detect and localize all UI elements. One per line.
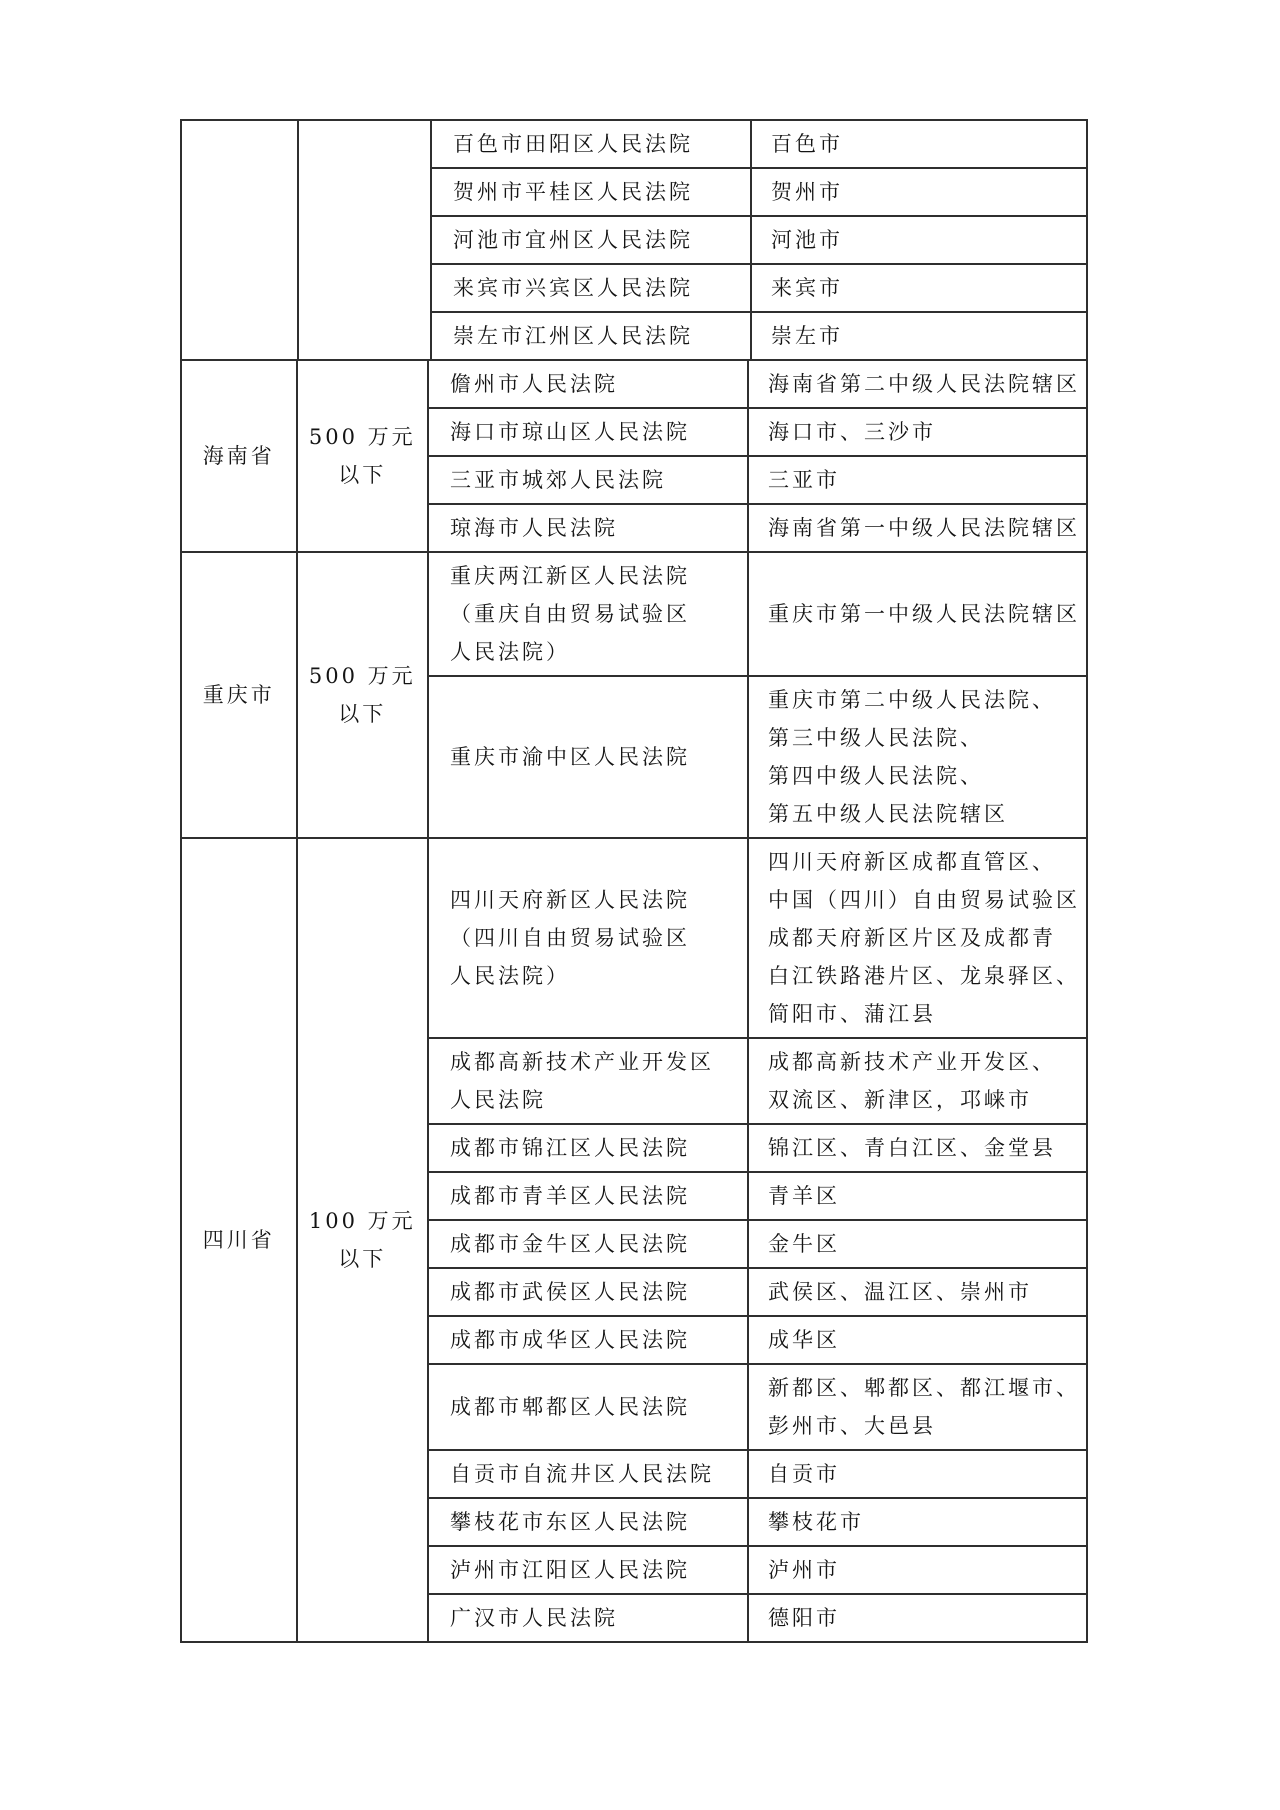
court-cell — [429, 1451, 749, 1497]
province-label: 四川省 — [202, 1228, 275, 1252]
province-cell — [182, 839, 298, 1641]
region-name-line: 攀枝花市 — [768, 1510, 864, 1534]
table-section — [182, 839, 1086, 1641]
court-cell — [429, 1221, 749, 1267]
section-rows — [429, 361, 1086, 551]
table-row — [429, 1499, 1086, 1547]
table-row — [429, 1039, 1086, 1125]
amount-cell — [298, 839, 429, 1641]
court-name-line: （重庆自由贸易试验区 — [450, 602, 690, 626]
region-cell — [749, 677, 1086, 837]
region-cell — [749, 409, 1086, 455]
court-name-line: 成都市武侯区人民法院 — [450, 1280, 690, 1304]
court-name-line: 贺州市平桂区人民法院 — [453, 180, 693, 204]
court-cell — [429, 1365, 749, 1449]
table-row — [429, 409, 1086, 457]
region-name-line: 彭州市、大邑县 — [768, 1414, 936, 1438]
court-cell — [429, 1317, 749, 1363]
region-name-line: 成都天府新区片区及成都青 — [768, 926, 1056, 950]
region-name-line: 中国（四川）自由贸易试验区 — [768, 888, 1080, 912]
region-cell — [752, 265, 1086, 311]
region-name-line: 河池市 — [771, 228, 843, 252]
court-cell — [432, 265, 752, 311]
court-cell — [429, 1547, 749, 1593]
province-cell — [182, 121, 299, 359]
region-name-line: 海口市、三沙市 — [768, 420, 936, 444]
table-section — [182, 553, 1086, 839]
table-row — [429, 677, 1086, 837]
court-name-line: 人民法院） — [450, 964, 570, 988]
court-name-line: 广汉市人民法院 — [450, 1606, 618, 1630]
court-name-line: 崇左市江州区人民法院 — [453, 324, 693, 348]
table-row — [432, 121, 1086, 169]
region-cell — [749, 553, 1086, 675]
table-row — [429, 1547, 1086, 1595]
amount-line: 以下 — [338, 1247, 387, 1271]
region-cell — [749, 1499, 1086, 1545]
region-name-line: 贺州市 — [771, 180, 843, 204]
region-name-line: 来宾市 — [771, 276, 843, 300]
amount-line: 500 万元 — [308, 425, 416, 449]
court-name-line: 成都市成华区人民法院 — [450, 1328, 690, 1352]
table-row — [429, 1125, 1086, 1173]
court-name-line: 成都市金牛区人民法院 — [450, 1232, 690, 1256]
court-cell — [432, 121, 752, 167]
region-name-line: 自贡市 — [768, 1462, 840, 1486]
table-row — [432, 265, 1086, 313]
region-cell — [752, 313, 1086, 359]
region-cell — [749, 1125, 1086, 1171]
court-cell — [429, 677, 749, 837]
table-section — [182, 361, 1086, 553]
region-name-line: 简阳市、蒲江县 — [768, 1002, 936, 1026]
amount-line: 以下 — [338, 702, 387, 726]
region-name-line: 第五中级人民法院辖区 — [768, 802, 1008, 826]
region-name-line: 白江铁路港片区、龙泉驿区、 — [768, 964, 1080, 988]
court-cell — [432, 313, 752, 359]
court-name-line: 成都市郫都区人民法院 — [450, 1395, 690, 1419]
region-cell — [749, 839, 1086, 1037]
province-label: 重庆市 — [202, 683, 275, 707]
amount-line: 100 万元 — [308, 1209, 416, 1233]
region-cell — [752, 121, 1086, 167]
table-row — [432, 169, 1086, 217]
region-name-line: 三亚市 — [768, 468, 840, 492]
table-row — [429, 839, 1086, 1039]
table-row — [432, 217, 1086, 265]
table-row — [429, 361, 1086, 409]
province-label: 海南省 — [202, 444, 275, 468]
court-name-line: 海口市琼山区人民法院 — [450, 420, 690, 444]
region-cell — [749, 1547, 1086, 1593]
region-name-line: 新都区、郫都区、都江堰市、 — [768, 1376, 1080, 1400]
court-cell — [429, 1125, 749, 1171]
region-name-line: 德阳市 — [768, 1606, 840, 1630]
region-cell — [749, 361, 1086, 407]
table-row — [429, 1451, 1086, 1499]
court-name-line: 人民法院） — [450, 640, 570, 664]
court-cell — [429, 1173, 749, 1219]
region-name-line: 武侯区、温江区、崇州市 — [768, 1280, 1032, 1304]
court-cell — [429, 1595, 749, 1641]
table-row — [429, 1269, 1086, 1317]
region-cell — [749, 1039, 1086, 1123]
court-cell — [432, 217, 752, 263]
court-cell — [432, 169, 752, 215]
region-cell — [749, 1269, 1086, 1315]
region-cell — [749, 1173, 1086, 1219]
court-name-line: 攀枝花市东区人民法院 — [450, 1510, 690, 1534]
region-name-line: 成华区 — [768, 1328, 840, 1352]
court-name-line: 自贡市自流井区人民法院 — [450, 1462, 714, 1486]
region-cell — [752, 169, 1086, 215]
province-cell — [182, 361, 298, 551]
table-section — [182, 121, 1086, 361]
court-name-line: 重庆两江新区人民法院 — [450, 564, 690, 588]
court-name-line: 重庆市渝中区人民法院 — [450, 745, 690, 769]
region-cell — [749, 1317, 1086, 1363]
court-cell — [429, 457, 749, 503]
region-cell — [752, 217, 1086, 263]
court-cell — [429, 409, 749, 455]
region-name-line: 锦江区、青白江区、金堂县 — [768, 1136, 1056, 1160]
region-name-line: 青羊区 — [768, 1184, 840, 1208]
region-name-line: 重庆市第二中级人民法院、 — [768, 688, 1056, 712]
region-cell — [749, 1595, 1086, 1641]
court-name-line: 成都市青羊区人民法院 — [450, 1184, 690, 1208]
amount-cell — [298, 553, 429, 837]
table-row — [429, 505, 1086, 551]
region-name-line: 泸州市 — [768, 1558, 840, 1582]
court-name-line: 泸州市江阳区人民法院 — [450, 1558, 690, 1582]
amount-line: 以下 — [338, 463, 387, 487]
region-name-line: 百色市 — [771, 132, 843, 156]
court-name-line: 人民法院 — [450, 1088, 546, 1112]
court-name-line: 四川天府新区人民法院 — [450, 888, 690, 912]
court-name-line: 儋州市人民法院 — [450, 372, 618, 396]
table-row — [429, 457, 1086, 505]
region-name-line: 海南省第二中级人民法院辖区 — [768, 372, 1080, 396]
court-cell — [429, 1499, 749, 1545]
table-row — [432, 313, 1086, 359]
court-name-line: 百色市田阳区人民法院 — [453, 132, 693, 156]
region-cell — [749, 1221, 1086, 1267]
amount-line: 500 万元 — [308, 664, 416, 688]
section-rows — [429, 553, 1086, 837]
region-name-line: 重庆市第一中级人民法院辖区 — [768, 602, 1080, 626]
court-name-line: 琼海市人民法院 — [450, 516, 618, 540]
court-name-line: 三亚市城郊人民法院 — [450, 468, 666, 492]
court-cell — [429, 839, 749, 1037]
region-name-line: 海南省第一中级人民法院辖区 — [768, 516, 1080, 540]
region-name-line: 成都高新技术产业开发区、 — [768, 1050, 1056, 1074]
section-rows — [429, 839, 1086, 1641]
region-name-line: 第三中级人民法院、 — [768, 726, 984, 750]
table-row — [429, 1365, 1086, 1451]
court-name-line: （四川自由贸易试验区 — [450, 926, 690, 950]
region-cell — [749, 1451, 1086, 1497]
table-row — [429, 553, 1086, 677]
region-cell — [749, 505, 1086, 551]
table-row — [429, 1173, 1086, 1221]
jurisdiction-table — [180, 119, 1088, 1643]
region-name-line: 崇左市 — [771, 324, 843, 348]
table-row — [429, 1317, 1086, 1365]
region-name-line: 金牛区 — [768, 1232, 840, 1256]
table-row — [429, 1595, 1086, 1641]
court-cell — [429, 1039, 749, 1123]
court-name-line: 成都市锦江区人民法院 — [450, 1136, 690, 1160]
table-row — [429, 1221, 1086, 1269]
province-cell — [182, 553, 298, 837]
region-name-line: 双流区、新津区，邛崃市 — [768, 1088, 1032, 1112]
court-cell — [429, 553, 749, 675]
section-rows — [432, 121, 1086, 359]
region-cell — [749, 1365, 1086, 1449]
court-cell — [429, 1269, 749, 1315]
amount-cell — [299, 121, 432, 359]
region-name-line: 第四中级人民法院、 — [768, 764, 984, 788]
court-name-line: 河池市宜州区人民法院 — [453, 228, 693, 252]
court-name-line: 来宾市兴宾区人民法院 — [453, 276, 693, 300]
court-cell — [429, 505, 749, 551]
court-cell — [429, 361, 749, 407]
amount-cell — [298, 361, 429, 551]
region-cell — [749, 457, 1086, 503]
region-name-line: 四川天府新区成都直管区、 — [768, 850, 1056, 874]
court-name-line: 成都高新技术产业开发区 — [450, 1050, 714, 1074]
